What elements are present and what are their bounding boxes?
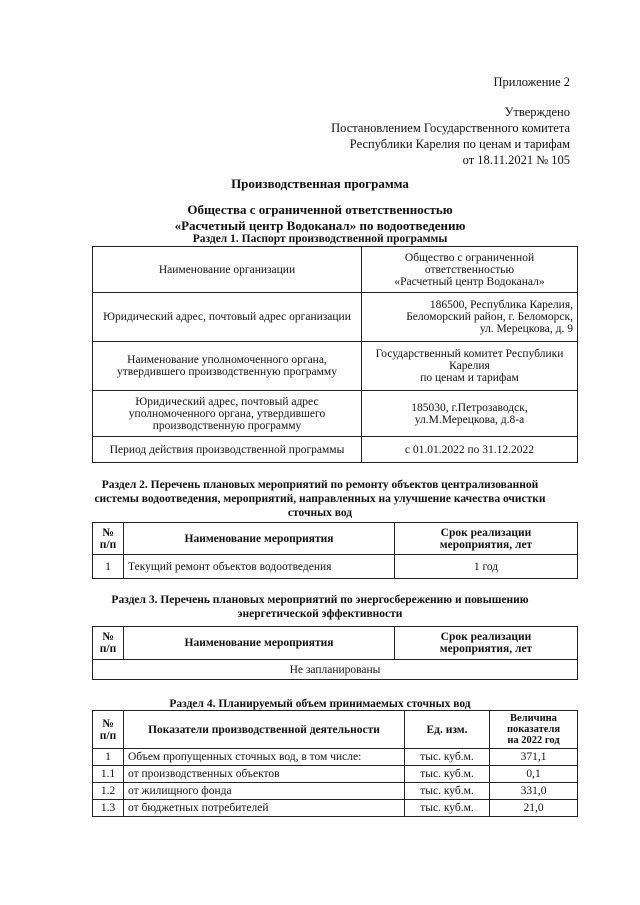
row-num: 1.2 — [93, 783, 124, 800]
document-title — [0, 176, 640, 234]
section3-table — [92, 626, 578, 680]
row-indicator: от бюджетных потребителей — [124, 800, 405, 817]
not-planned-note: Не запланированы — [93, 660, 578, 680]
row-unit: тыс. куб.м. — [405, 783, 490, 800]
approval-line-3: от 18.11.2021 № 105 — [462, 153, 570, 167]
program-title: Производственная программа — [231, 176, 409, 191]
table-row — [93, 766, 578, 783]
approved-label: Утверждено — [504, 105, 570, 119]
section4-title: Раздел 4. Планируемый объем принимаемых сточных вод — [169, 698, 471, 710]
passport-label: Юридический адрес, почтовый адрес уполномоченного органа, утвердившего производственную программу — [93, 391, 362, 437]
appendix-label: Приложение 2 — [493, 75, 570, 89]
section3-title-line-1: Раздел 3. Перечень плановых мероприятий по энергосбережению и повышению — [111, 594, 529, 606]
section2-title-line-2: системы водоотведения, мероприятий, направленных на улучшение качества очистки — [94, 493, 546, 505]
col-header-term: Срок реализации мероприятия, лет — [395, 523, 578, 555]
passport-label: Наименование уполномоченного органа, утвердившего производственную программу — [93, 342, 362, 391]
table-header-row — [93, 627, 578, 660]
col-header-unit: Ед. изм. — [405, 711, 490, 749]
section1-table — [92, 246, 578, 463]
passport-value: Государственный комитет Республики Карелия по ценам и тарифам — [362, 342, 578, 391]
org-title-line-1: Общества с ограниченной ответственностью — [187, 202, 453, 217]
row-num: 1 — [93, 555, 124, 579]
section2-table — [92, 522, 578, 579]
passport-value: Общество с ограниченной ответственностью «Расчетный центр Водоканал» — [362, 247, 578, 293]
row-value: 21,0 — [490, 800, 578, 817]
row-value: 0,1 — [490, 766, 578, 783]
approval-line-2: Республики Карелия по ценам и тарифам — [349, 137, 570, 151]
col-header-term: Срок реализации мероприятия, лет — [395, 627, 578, 660]
table-row — [93, 342, 578, 391]
table-row — [93, 660, 578, 680]
row-num: 1.1 — [93, 766, 124, 783]
col-header-name: Наименование мероприятия — [124, 523, 395, 555]
section3-title-line-2: энергетической эффективности — [237, 608, 403, 620]
section2-title — [0, 478, 640, 520]
section1-title: Раздел 1. Паспорт производственной программы — [192, 233, 448, 245]
section4-table — [92, 710, 578, 817]
col-header-num: № п/п — [93, 627, 124, 660]
section2-title-line-1: Раздел 2. Перечень плановых мероприятий по ремонту объектов централизованной — [101, 479, 539, 491]
passport-label: Юридический адрес, почтовый адрес организации — [93, 293, 362, 342]
col-header-indicator: Показатели производственной деятельности — [124, 711, 405, 749]
table-header-row — [93, 711, 578, 749]
row-term: 1 год — [395, 555, 578, 579]
passport-label: Наименование организации — [93, 247, 362, 293]
row-unit: тыс. куб.м. — [405, 766, 490, 783]
table-row — [93, 391, 578, 437]
table-row — [93, 293, 578, 342]
row-num: 1 — [93, 749, 124, 766]
section2-title-line-3: сточных вод — [287, 507, 353, 519]
row-unit: тыс. куб.м. — [405, 749, 490, 766]
table-row — [93, 555, 578, 579]
passport-value: 186500, Республика Карелия, Беломорский район, г. Беломорск, ул. Мерецкова, д. 9 — [362, 293, 578, 342]
row-unit: тыс. куб.м. — [405, 800, 490, 817]
table-row — [93, 800, 578, 817]
table-row — [93, 783, 578, 800]
passport-label: Период действия производственной программы — [93, 437, 362, 463]
approval-block — [270, 74, 570, 168]
approval-line-1: Постановлением Государственного комитета — [331, 121, 570, 135]
passport-value: с 01.01.2022 по 31.12.2022 — [362, 437, 578, 463]
org-title-line-2: «Расчетный центр Водоканал» по водоотведению — [174, 218, 466, 233]
row-indicator: от жилищного фонда — [124, 783, 405, 800]
table-header-row — [93, 523, 578, 555]
row-num: 1.3 — [93, 800, 124, 817]
col-header-value: Величина показателя на 2022 год — [490, 711, 578, 749]
table-row — [93, 437, 578, 463]
table-row — [93, 247, 578, 293]
row-value: 371,1 — [490, 749, 578, 766]
table-row — [93, 749, 578, 766]
row-name: Текущий ремонт объектов водоотведения — [124, 555, 395, 579]
col-header-num: № п/п — [93, 711, 124, 749]
row-indicator: Объем пропущенных сточных вод, в том числе: — [124, 749, 405, 766]
row-value: 331,0 — [490, 783, 578, 800]
row-indicator: от производственных объектов — [124, 766, 405, 783]
section3-title — [0, 593, 640, 621]
passport-value: 185030, г.Петрозаводск, ул.М.Мерецкова, д.8-а — [362, 391, 578, 437]
col-header-num: № п/п — [93, 523, 124, 555]
col-header-name: Наименование мероприятия — [124, 627, 395, 660]
